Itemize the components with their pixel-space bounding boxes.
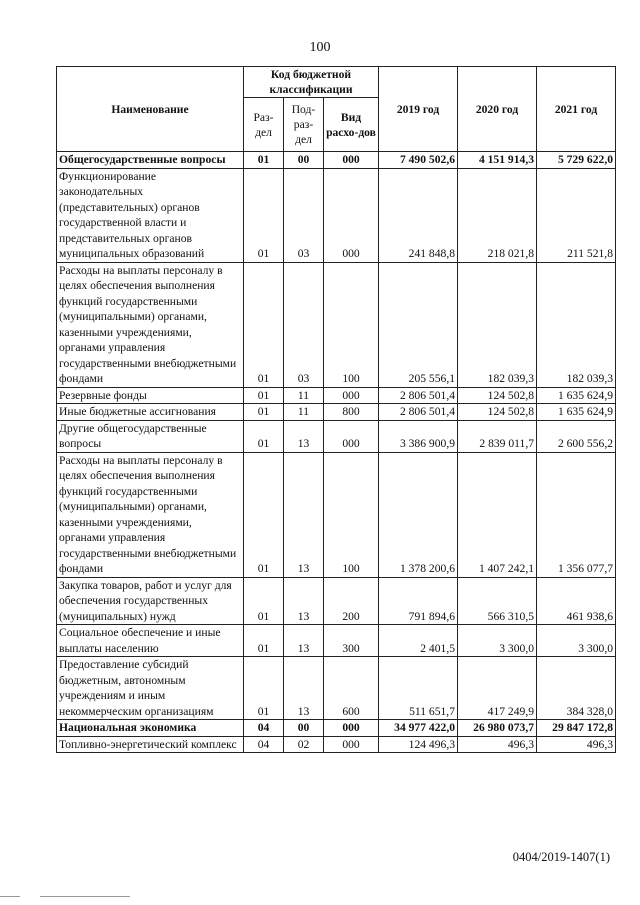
header-name: Наименование (57, 67, 244, 152)
row-section: 04 (244, 736, 284, 753)
table-row (57, 168, 616, 262)
row-subsection: 03 (284, 168, 324, 262)
table-row (57, 625, 616, 657)
row-value-2021: 496,3 (537, 736, 616, 753)
table-row (57, 736, 616, 753)
row-name: Резервные фонды (57, 387, 244, 404)
table-row (57, 577, 616, 625)
row-name: Расходы на выплаты персоналу в целях обеспечения выполнения функций государственными (муниципальными) органами, казенными учреждениями, органами управления государственными внебюджетными фондами (57, 452, 244, 577)
row-section: 01 (244, 452, 284, 577)
table-row (57, 452, 616, 577)
row-value-2021: 2 600 556,2 (537, 420, 616, 452)
header-section: Раз-дел (244, 98, 284, 152)
table-row (57, 420, 616, 452)
row-expense-type: 000 (324, 736, 379, 753)
row-value-2019: 3 386 900,9 (379, 420, 458, 452)
row-name: Топливно-энергетический комплекс (57, 736, 244, 753)
header-year-2021: 2021 год (537, 67, 616, 152)
header-expense-type: Вид расхо-дов (324, 98, 379, 152)
row-section: 01 (244, 577, 284, 625)
row-value-2019: 34 977 422,0 (379, 720, 458, 737)
row-expense-type: 100 (324, 452, 379, 577)
header-subsection: Под-раз-дел (284, 98, 324, 152)
row-expense-type: 200 (324, 577, 379, 625)
page-number: 100 (309, 40, 331, 55)
row-subsection: 13 (284, 577, 324, 625)
row-value-2019: 205 556,1 (379, 262, 458, 387)
row-expense-type: 300 (324, 625, 379, 657)
row-section: 01 (244, 657, 284, 720)
row-value-2020: 3 300,0 (458, 625, 537, 657)
row-subsection: 11 (284, 387, 324, 404)
row-subsection: 02 (284, 736, 324, 753)
row-subsection: 13 (284, 657, 324, 720)
table-row (57, 152, 616, 169)
table-row (57, 262, 616, 387)
scan-mark (40, 896, 130, 897)
scan-mark (0, 896, 20, 897)
header-code-group: Код бюджетной классификации (244, 67, 379, 98)
row-value-2019: 1 378 200,6 (379, 452, 458, 577)
row-section: 01 (244, 262, 284, 387)
table-header (57, 67, 616, 152)
row-subsection: 00 (284, 152, 324, 169)
table-row (57, 387, 616, 404)
row-section: 01 (244, 387, 284, 404)
row-subsection: 13 (284, 420, 324, 452)
row-value-2021: 29 847 172,8 (537, 720, 616, 737)
row-value-2021: 1 635 624,9 (537, 404, 616, 421)
row-expense-type: 100 (324, 262, 379, 387)
row-expense-type: 000 (324, 720, 379, 737)
row-value-2021: 5 729 622,0 (537, 152, 616, 169)
header-year-2019: 2019 год (379, 67, 458, 152)
table-body (57, 152, 616, 753)
row-subsection: 13 (284, 625, 324, 657)
row-expense-type: 800 (324, 404, 379, 421)
row-value-2020: 218 021,8 (458, 168, 537, 262)
row-expense-type: 600 (324, 657, 379, 720)
row-value-2021: 384 328,0 (537, 657, 616, 720)
row-value-2020: 1 407 242,1 (458, 452, 537, 577)
row-value-2019: 791 894,6 (379, 577, 458, 625)
row-section: 01 (244, 625, 284, 657)
row-name: Иные бюджетные ассигнования (57, 404, 244, 421)
row-section: 01 (244, 168, 284, 262)
row-value-2019: 511 651,7 (379, 657, 458, 720)
row-value-2019: 2 806 501,4 (379, 387, 458, 404)
row-value-2021: 1 356 077,7 (537, 452, 616, 577)
row-name: Расходы на выплаты персоналу в целях обеспечения выполнения функций государственными (муниципальными) органами, казенными учреждениями, органами управления государственными внебюджетными фондами (57, 262, 244, 387)
table-row (57, 657, 616, 720)
table-row (57, 404, 616, 421)
row-value-2019: 2 806 501,4 (379, 404, 458, 421)
row-subsection: 13 (284, 452, 324, 577)
row-name: Национальная экономика (57, 720, 244, 737)
row-value-2019: 124 496,3 (379, 736, 458, 753)
row-expense-type: 000 (324, 387, 379, 404)
row-section: 04 (244, 720, 284, 737)
row-value-2021: 182 039,3 (537, 262, 616, 387)
row-value-2021: 461 938,6 (537, 577, 616, 625)
row-section: 01 (244, 420, 284, 452)
row-name: Общегосударственные вопросы (57, 152, 244, 169)
row-value-2021: 3 300,0 (537, 625, 616, 657)
row-value-2019: 7 490 502,6 (379, 152, 458, 169)
row-subsection: 00 (284, 720, 324, 737)
row-value-2021: 211 521,8 (537, 168, 616, 262)
row-section: 01 (244, 152, 284, 169)
row-value-2020: 4 151 914,3 (458, 152, 537, 169)
row-value-2020: 182 039,3 (458, 262, 537, 387)
row-section: 01 (244, 404, 284, 421)
row-value-2020: 496,3 (458, 736, 537, 753)
row-value-2020: 2 839 011,7 (458, 420, 537, 452)
document-code: 0404/2019-1407(1) (512, 850, 610, 864)
row-name: Функционирование законодательных (представительных) органов государственной власти и представительных органов муниципальных образований (57, 168, 244, 262)
row-expense-type: 000 (324, 152, 379, 169)
row-expense-type: 000 (324, 168, 379, 262)
row-name: Предоставление субсидий бюджетным, автономным учреждениям и иным некоммерческим организациям (57, 657, 244, 720)
table-row (57, 720, 616, 737)
row-subsection: 03 (284, 262, 324, 387)
row-subsection: 11 (284, 404, 324, 421)
row-value-2020: 566 310,5 (458, 577, 537, 625)
header-year-2020: 2020 год (458, 67, 537, 152)
row-name: Социальное обеспечение и иные выплаты населению (57, 625, 244, 657)
row-name: Другие общегосударственные вопросы (57, 420, 244, 452)
row-value-2020: 417 249,9 (458, 657, 537, 720)
row-expense-type: 000 (324, 420, 379, 452)
budget-table (56, 66, 616, 753)
row-value-2020: 124 502,8 (458, 387, 537, 404)
row-value-2020: 124 502,8 (458, 404, 537, 421)
row-value-2019: 2 401,5 (379, 625, 458, 657)
row-value-2020: 26 980 073,7 (458, 720, 537, 737)
row-name: Закупка товаров, работ и услуг для обеспечения государственных (муниципальных) нужд (57, 577, 244, 625)
row-value-2021: 1 635 624,9 (537, 387, 616, 404)
row-value-2019: 241 848,8 (379, 168, 458, 262)
